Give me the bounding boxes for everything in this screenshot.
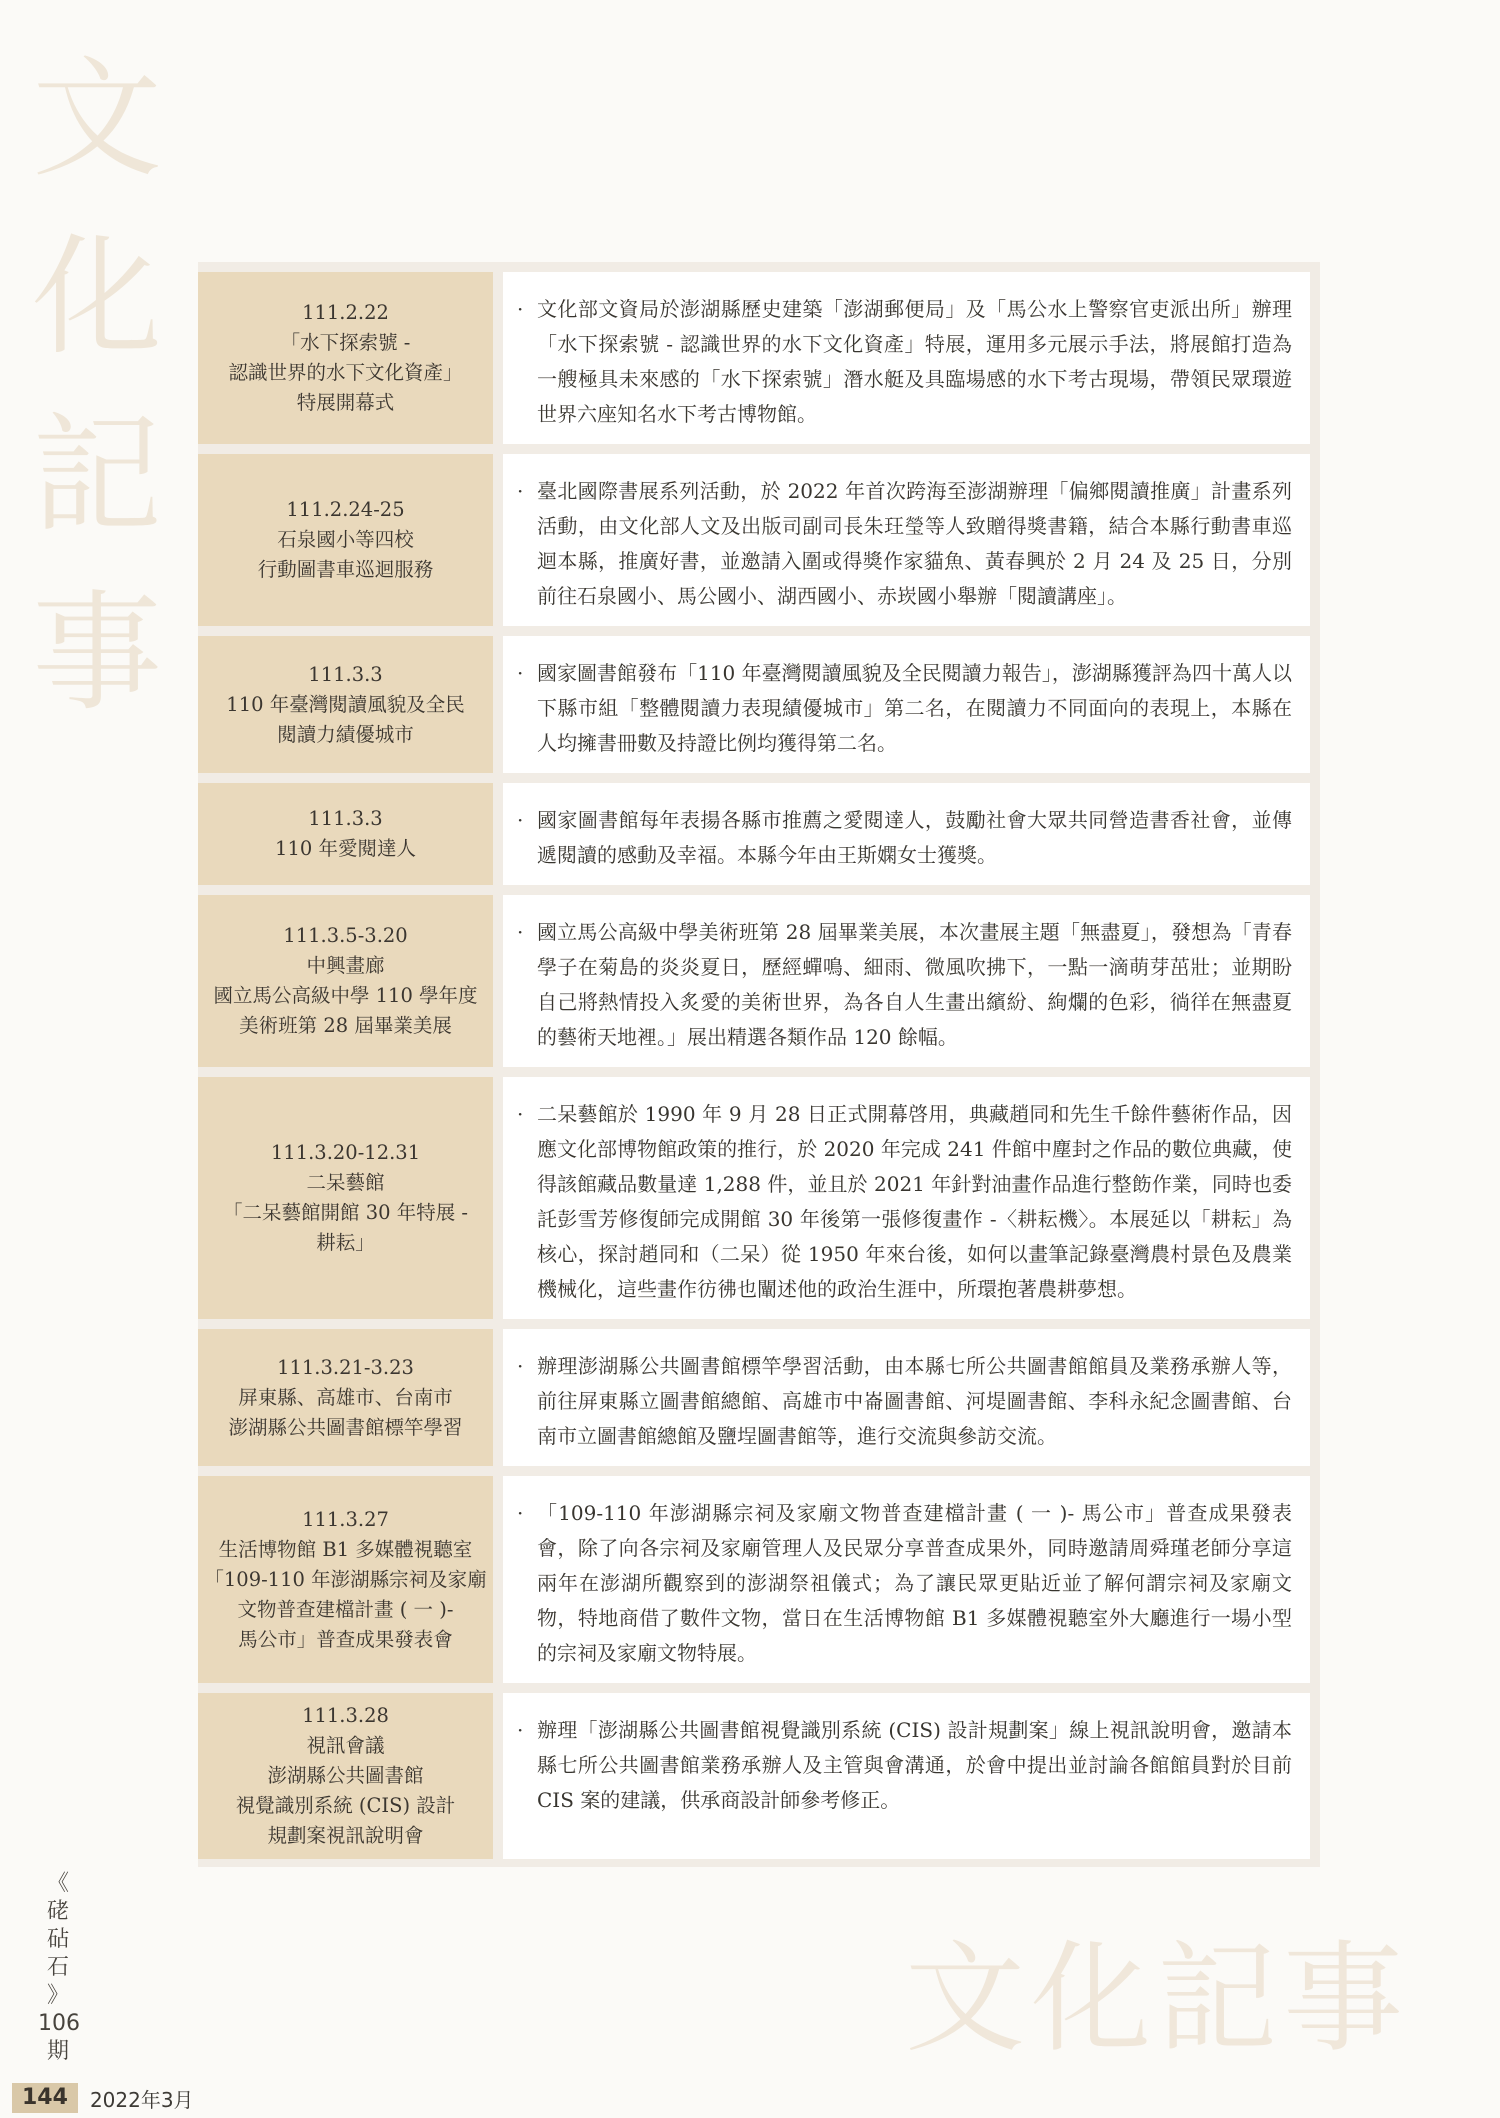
event-title-line: 110 年愛閱達人 (275, 837, 416, 860)
event-description-cell (503, 272, 1310, 444)
event-description: 辦理「澎湖縣公共圖書館視覺識別系統 (CIS) 設計規劃案」線上視訊說明會，邀請本縣七所公共圖書館業務承辦人及主管與會溝通，於會中提出並討論各館館員對於目前 CIS 案的建議，供承商設計師參考修正。 (537, 1718, 1292, 1812)
event-description: 臺北國際書展系列活動，於 2022 年首次跨海至澎湖辦理「偏鄉閱讀推廣」計畫系列活動，由文化部人文及出版司副司長朱玨瑩等人致贈得獎書籍，結合本縣行動書車巡迴本縣，推廣好書，並邀請入圍或得獎作家貓魚、黃春興於 2 月 24 及 25 日，分別前往石泉國小、馬公國小、湖西國小、赤崁國小舉辦「閱讀講座」。 (537, 479, 1292, 608)
event-row (198, 895, 1310, 1067)
event-description: 辦理澎湖縣公共圖書館標竿學習活動，由本縣七所公共圖書館館員及業務承辦人等，前往屏東縣立圖書館總館、高雄市中崙圖書館、河堤圖書館、李科永紀念圖書館、台南市立圖書館總館及鹽埕圖書館等，進行交流與參訪交流。 (537, 1354, 1292, 1448)
event-title-line: 馬公市」普查成果發表會 (238, 1627, 453, 1651)
event-row (198, 454, 1310, 626)
event-title-line: 文物普查建檔計畫 ( 一 )- (237, 1597, 454, 1621)
bullet: · (517, 1718, 524, 1742)
event-date-title (198, 1329, 493, 1466)
event-title-line: 110 年臺灣閱讀風貌及全民 (226, 692, 465, 716)
bullet: · (517, 1102, 524, 1126)
event-title-line: 「109-110 年澎湖縣宗祠及家廟 (204, 1567, 487, 1591)
event-title-line: 耕耘」 (316, 1231, 375, 1254)
event-title-line: 特展開幕式 (296, 391, 395, 414)
event-title-line: 中興畫廊 (306, 954, 385, 977)
event-title-line: 「水下探索號 - (280, 331, 411, 354)
events-table (198, 262, 1320, 1867)
event-description: 國立馬公高級中學美術班第 28 屆畢業美展，本次畫展主題「無盡夏」，發想為「青春學子在菊島的炎炎夏日，歷經蟬鳴、細雨、微風吹拂下，一點一滴萌芽茁壯；並期盼自己將熱情投入炙愛的美術世界，為各自人生畫出繽紛、絢爛的色彩，徜徉在無盡夏的藝術天地裡。」展出精選各類作品 120 餘幅。 (537, 920, 1292, 1049)
bg-char: 文 (31, 43, 162, 195)
event-description-cell (503, 1329, 1310, 1466)
event-date: 111.3.27 (302, 1507, 389, 1531)
event-row (198, 272, 1310, 444)
event-description: 文化部文資局於澎湖縣歷史建築「澎湖郵便局」及「馬公水上警察官吏派出所」辦理「水下探索號 - 認識世界的水下文化資產」特展，運用多元展示手法，將展館打造為一艘極具未來感的「水下探索號」潛水艇及具臨場感的水下考古現場，帶領民眾環遊世界六座知名水下考古博物館。 (537, 297, 1292, 426)
event-title-line: 「二呆藝館開館 30 年特展 - (223, 1201, 468, 1224)
bullet: · (517, 920, 524, 944)
event-row (198, 783, 1310, 885)
event-date: 111.3.21-3.23 (277, 1355, 414, 1379)
magazine-issue: 106 (38, 2011, 80, 2036)
magazine-char: 砧 (46, 1927, 69, 1952)
magazine-char: 《 (46, 1871, 69, 1896)
bullet: · (517, 1501, 524, 1525)
event-title-line: 規劃案視訊說明會 (267, 1824, 424, 1847)
bullet: · (517, 1354, 524, 1378)
event-row (198, 1693, 1310, 1859)
bullet: · (517, 297, 524, 321)
bullet: · (517, 808, 524, 832)
event-description: 「109-110 年澎湖縣宗祠及家廟文物普查建檔計畫 ( 一 )- 馬公市」普查成果發表會，除了向各宗祠及家廟管理人及民眾分享普查成果外，同時邀請周舜瑾老師分享這兩年在澎湖所觀察到的澎湖祭祖儀式；為了讓民眾更貼近並了解何謂宗祠及家廟文物，特地商借了數件文物，當日在生活博物館 B1 多媒體視聽室外大廳進行一場小型的宗祠及家廟文物特展。 (537, 1501, 1292, 1665)
event-title-line: 二呆藝館 (306, 1171, 385, 1194)
event-row (198, 636, 1310, 773)
event-title-line: 視覺識別系統 (CIS) 設計 (235, 1794, 456, 1817)
event-date-title (198, 636, 493, 773)
bg-char: 化 (31, 221, 162, 373)
event-description-cell (503, 895, 1310, 1067)
event-title-line: 屏東縣、高雄市、台南市 (238, 1385, 453, 1409)
event-date-title (198, 1693, 493, 1859)
event-date-title (198, 272, 493, 444)
event-description: 國家圖書館每年表揚各縣市推薦之愛閱達人，鼓勵社會大眾共同營造書香社會，並傳遞閱讀的感動及幸福。本縣今年由王斯嫻女士獲獎。 (537, 808, 1292, 867)
bg-char: 事 (31, 577, 162, 729)
event-title-line: 美術班第 28 屆畢業美展 (239, 1014, 452, 1037)
event-date-title (198, 1476, 493, 1683)
event-title-line: 視訊會議 (306, 1734, 385, 1757)
event-description-cell (503, 636, 1310, 773)
event-title-line: 澎湖縣公共圖書館標竿學習 (228, 1415, 463, 1439)
event-row (198, 1077, 1310, 1319)
event-date: 111.3.5-3.20 (283, 924, 408, 947)
event-title-line: 認識世界的水下文化資產」 (228, 361, 463, 384)
event-date: 111.3.20-12.31 (270, 1141, 421, 1164)
event-title-line: 石泉國小等四校 (277, 528, 414, 551)
event-date: 111.2.24-25 (286, 498, 405, 521)
event-description-cell (503, 1476, 1310, 1683)
event-title-line: 生活博物館 B1 多媒體視聽室 (218, 1537, 473, 1561)
magazine-title (38, 1870, 78, 2066)
issue-date: 2022年3月 (89, 2087, 194, 2112)
event-date: 111.3.3 (308, 662, 383, 686)
event-description-cell (503, 783, 1310, 885)
background-vertical-title (22, 30, 172, 742)
magazine-char: 期 (46, 2039, 69, 2064)
event-date: 111.3.3 (308, 807, 383, 830)
event-title-line: 行動圖書車巡迴服務 (257, 558, 434, 581)
page-footer (12, 2083, 194, 2113)
bullet: · (517, 479, 524, 503)
page-number: 144 (12, 2083, 78, 2113)
bullet: · (517, 661, 524, 685)
bg-char: 記 (31, 399, 162, 551)
event-date-title (198, 783, 493, 885)
event-date-title (198, 1077, 493, 1319)
background-horizontal-title: 文化記事 (905, 1930, 1409, 2069)
event-title-line: 澎湖縣公共圖書館 (267, 1764, 424, 1787)
magazine-char: 硓 (46, 1899, 69, 1924)
event-description-cell (503, 1693, 1310, 1859)
event-description: 國家圖書館發布「110 年臺灣閱讀風貌及全民閱讀力報告」，澎湖縣獲評為四十萬人以下縣市組「整體閱讀力表現績優城市」第二名，在閱讀力不同面向的表現上，本縣在人均擁書冊數及持證比例均獲得第二名。 (537, 661, 1292, 755)
event-date: 111.3.28 (302, 1704, 389, 1727)
event-title-line: 閱讀力績優城市 (277, 722, 414, 746)
event-row (198, 1329, 1310, 1466)
magazine-char: 》 (46, 1983, 69, 2008)
event-title-line: 國立馬公高級中學 110 學年度 (213, 984, 478, 1007)
event-date-title (198, 895, 493, 1067)
event-description-cell (503, 1077, 1310, 1319)
event-date: 111.2.22 (302, 301, 389, 324)
magazine-char: 石 (46, 1955, 69, 1980)
event-description: 二呆藝館於 1990 年 9 月 28 日正式開幕啓用，典藏趙同和先生千餘件藝術作品，因應文化部博物館政策的推行，於 2020 年完成 241 件館中塵封之作品的數位典藏，使得該館藏品數量達 1,288 件，並且於 2021 年針對油畫作品進行整飭作業，同時也委託彭雪芳修復師完成開館 30 年後第一張修復畫作 -〈耕耘機〉。本展延以「耕耘」為核心，探討趙同和（二呆）從 1950 年來台後，如何以畫筆記錄臺灣農村景色及農業機械化，這些畫作彷彿也闡述他的政治生涯中，所環抱著農耕夢想。 (537, 1102, 1292, 1301)
event-date-title (198, 454, 493, 626)
event-row (198, 1476, 1310, 1683)
event-description-cell (503, 454, 1310, 626)
